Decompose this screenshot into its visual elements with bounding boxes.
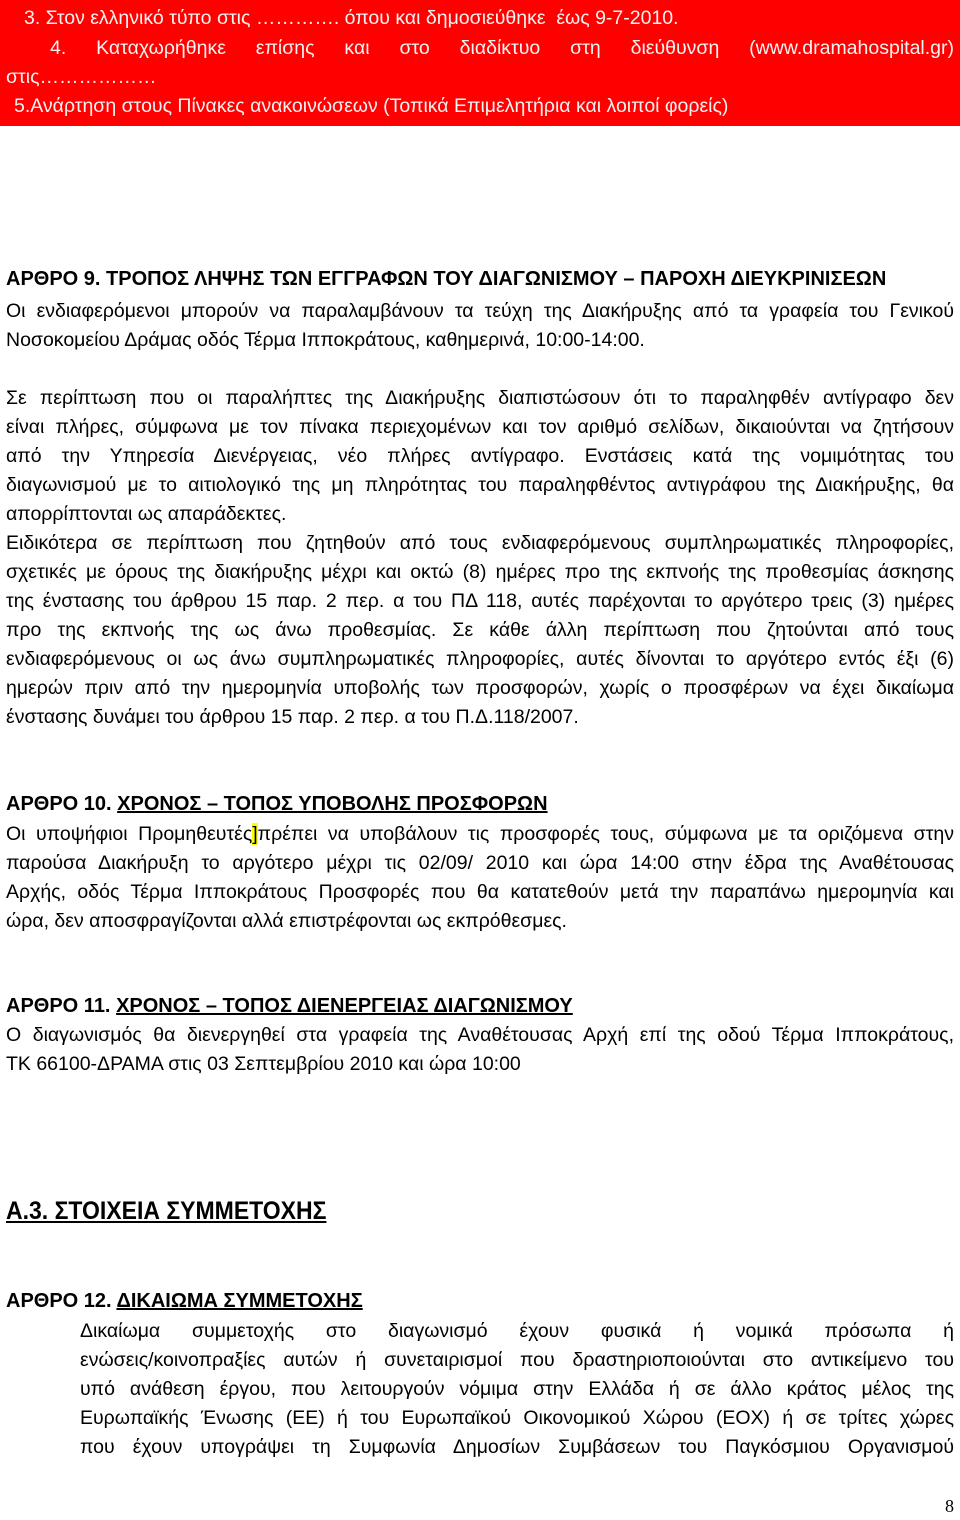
art9-line-12: ενδιαφερόμενους οι ως άνω συμπληρωματικές πληροφορίες, αυτές δίνονται το αργότερο εντός έξι (6) bbox=[6, 648, 954, 670]
art9-line-5: από την Υπηρεσία Διενέργειας, νέο πλήρες αντίγραφο. Ενστάσεις κατά της νομιμότητας του bbox=[6, 445, 954, 467]
art9-line-2: Νοσοκομείου Δράμας οδός Τέρμα Ιπποκράτους, καθημερινά, 10:00-14:00. bbox=[6, 329, 645, 351]
article-12-number: ΑΡΘΡΟ 12. bbox=[6, 1290, 112, 1312]
header-line-5: 5.Ανάρτηση στους Πίνακες ανακοινώσεων (Τοπικά Επιμελητήρια και λοιποί φορείς) bbox=[14, 95, 729, 117]
art12-line-5: που έχουν υπογράψει τη Συμφωνία Δημοσίων Συμβάσεων του Παγκόσμιου Οργανισμού bbox=[80, 1436, 954, 1458]
article-9-heading bbox=[6, 264, 886, 294]
art10-line-1-end: πρέπει να υποβάλουν τις προσφορές τους, σύμφωνα με τα οριζόμενα στην bbox=[257, 823, 954, 845]
article-11-title: ΧΡΟΝΟΣ – ΤΟΠΟΣ ΔΙΕΝΕΡΓΕΙΑΣ ΔΙΑΓΩΝΙΣΜΟΥ bbox=[116, 995, 573, 1017]
art12-line-3: υπό ανάθεση έργου, που λειτουργούν νόμιμα στην Ελλάδα ή σε άλλο κράτος μέλος της bbox=[80, 1378, 954, 1400]
art10-line-1 bbox=[6, 820, 954, 849]
art9-line-3: Σε περίπτωση που οι παραλήπτες της Διακήρυξης διαπιστώσουν ότι το παραληφθέν αντίγραφο δεν bbox=[6, 387, 954, 409]
art10-line-3: Αρχής, οδός Τέρμα Ιπποκράτους Προσφορές που θα κατατεθούν μετά την παραπάνω ημερομηνία και bbox=[6, 881, 954, 903]
art9-line-13: ημερών πριν από την ημερομηνία υποβολής των προσφορών, χωρίς ο προσφέρων να έχει δικαίωμα bbox=[6, 677, 954, 699]
article-12-title: ΔΙΚΑΙΩΜΑ ΣΥΜΜΕΤΟΧΗΣ bbox=[116, 1290, 363, 1312]
art9-line-7: απορρίπτονται ως απαράδεκτες. bbox=[6, 503, 287, 525]
art9-line-4: είναι πλήρες, σύμφωνα με τον πίνακα περιεχομένων και τον αριθμό σελίδων, δικαιούνται να ζητήσουν bbox=[6, 416, 954, 438]
page-number: 8 bbox=[945, 1496, 954, 1516]
header-line-3: 3. Στον ελληνικό τύπο στις …………. όπου και δημοσιεύθηκε έως 9-7-2010. bbox=[24, 7, 679, 29]
article-11-heading bbox=[6, 991, 573, 1021]
header-line-4: 4. Καταχωρήθηκε επίσης και στο διαδίκτυο στη διεύθυνση (www.dramahospital.gr) bbox=[50, 37, 954, 59]
art9-line-6: διαγωνισμού με το αιτιολογικό της μη πληρότητας του παραληφθέντος αντιγράφου της Διακήρυξης, θα bbox=[6, 474, 954, 496]
article-9-number: ΑΡΘΡΟ 9. bbox=[6, 268, 101, 290]
art9-line-14: ένστασης δυνάμει του άρθρου 15 παρ. 2 περ. α του Π.Δ.118/2007. bbox=[6, 706, 579, 728]
art12-line-4: Ευρωπαϊκής Ένωσης (ΕΕ) ή του Ευρωπαϊκού Οικονομικού Χώρου (ΕΟΧ) ή σε τρίτες χώρες bbox=[80, 1407, 954, 1429]
art10-line-2: παρούσα Διακήρυξη το αργότερο μέχρι τις 02/09/ 2010 και ώρα 14:00 στην έδρα της Αναθέτουσας bbox=[6, 852, 954, 874]
art12-line-2: ενώσεις/κοινοπραξίες αυτών ή συνεταιρισμοί που δραστηριοποιούνται στο αντικείμενο του bbox=[80, 1349, 954, 1371]
article-10-title: ΧΡΟΝΟΣ – ΤΟΠΟΣ ΥΠΟΒΟΛΗΣ ΠΡΟΣΦΟΡΩΝ bbox=[117, 793, 548, 815]
header-red-block bbox=[0, 0, 960, 126]
art10-line-1-start: Οι υποψήφιοι Προμηθευτές bbox=[6, 823, 253, 845]
article-11-number: ΑΡΘΡΟ 11. bbox=[6, 995, 111, 1017]
art10-line-4: ώρα, δεν αποσφραγίζονται αλλά επιστρέφονται ως εκπρόθεσμες. bbox=[6, 910, 567, 932]
section-a3-heading: Α.3. ΣΤΟΙΧΕΙΑ ΣΥΜΜΕΤΟΧΗΣ bbox=[6, 1197, 327, 1225]
header-line-4-cont: στις……………… bbox=[6, 66, 157, 88]
article-10-heading bbox=[6, 789, 548, 819]
art9-line-8: Ειδικότερα σε περίπτωση που ζητηθούν από τους ενδιαφερόμενους συμπληρωματικές πληροφορίες, bbox=[6, 532, 954, 554]
article-10-number: ΑΡΘΡΟ 10. bbox=[6, 793, 112, 815]
art9-line-9: σχετικές με όρους της διακήρυξης μέχρι και οκτώ (8) ημέρες προ της εκπνοής της προθεσμίας άσκησης bbox=[6, 561, 954, 583]
art12-line-1: Δικαίωμα συμμετοχής στο διαγωνισμό έχουν φυσικά ή νομικά πρόσωπα ή bbox=[80, 1320, 954, 1342]
article-12-heading bbox=[6, 1286, 363, 1316]
art11-line-1: Ο διαγωνισμός θα διενεργηθεί στα γραφεία της Αναθέτουσας Αρχή επί της οδού Τέρμα Ιπποκράτους, bbox=[6, 1024, 954, 1046]
art9-line-11: προ της εκπνοής της ως άνω προθεσμίας. Σε κάθε άλλη περίπτωση που ζητούνται από τους bbox=[6, 619, 954, 641]
art9-line-1: Οι ενδιαφερόμενοι μπορούν να παραλαμβάνουν τα τεύχη της Διακήρυξης από τα γραφεία του Γενικού bbox=[6, 300, 954, 322]
article-9-title: ΤΡΟΠΟΣ ΛΗΨΗΣ ΤΩΝ ΕΓΓΡΑΦΩΝ ΤΟΥ ΔΙΑΓΩΝΙΣΜΟΥ – ΠΑΡΟΧΗ ΔΙΕΥΚΡΙΝΙΣΕΩΝ bbox=[106, 268, 887, 290]
art9-line-10: της ένστασης του άρθρου 15 παρ. 2 περ. α του ΠΔ 118, αυτές παρέχονται το αργότερο τρεις (3) ημέρες bbox=[6, 590, 954, 612]
highlight-mark: ] bbox=[252, 823, 258, 845]
art11-line-2: ΤΚ 66100-ΔΡΑΜΑ στις 03 Σεπτεμβρίου 2010 και ώρα 10:00 bbox=[6, 1053, 521, 1075]
